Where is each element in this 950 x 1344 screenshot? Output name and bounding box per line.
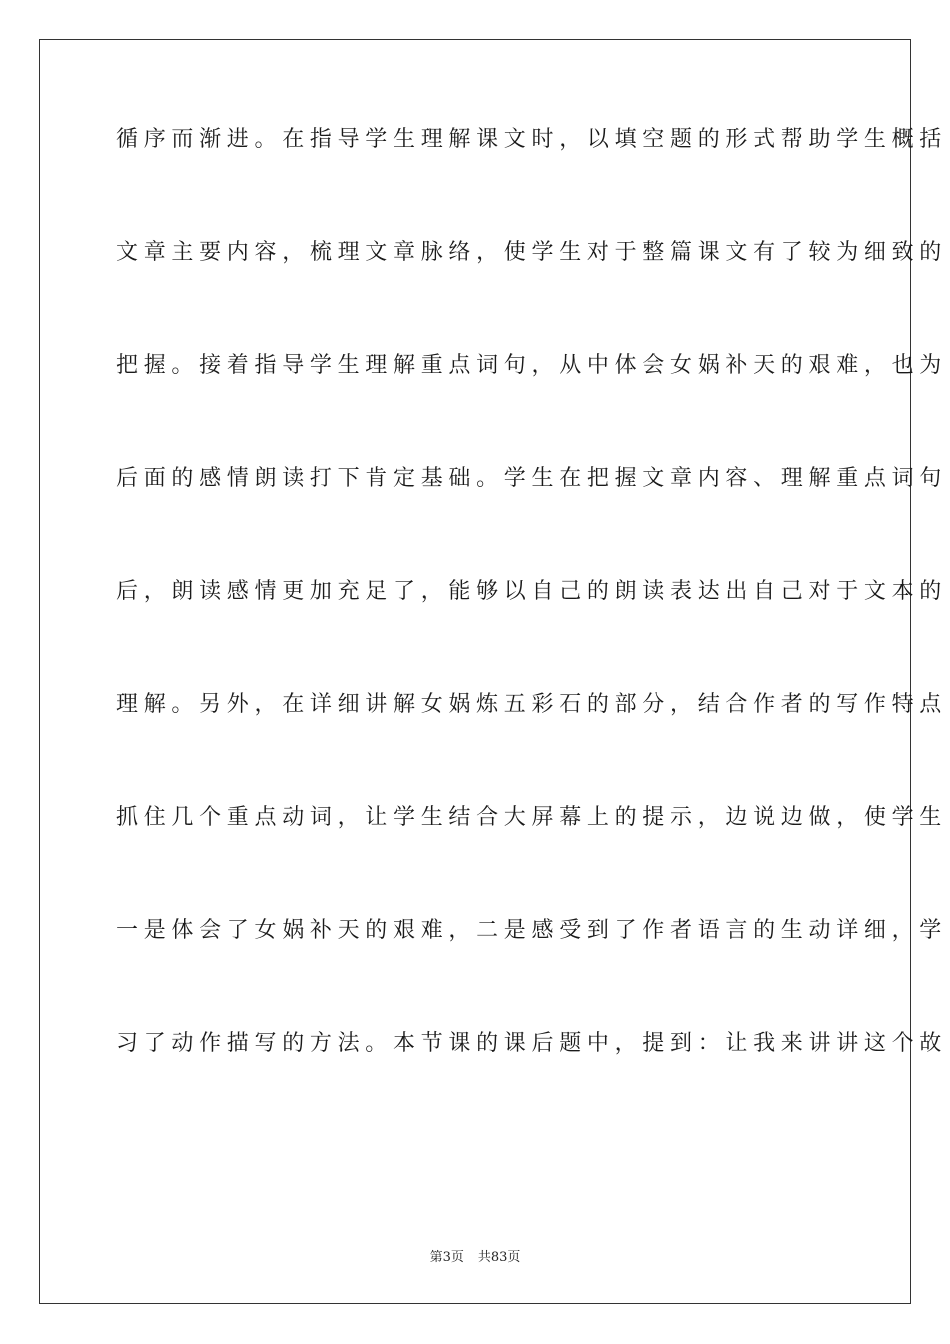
text-line: 一是体会了女娲补天的艰难，二是感受到了作者语言的生动详细，学 <box>116 918 948 943</box>
page-footer <box>0 1246 950 1265</box>
text-line: 后面的感情朗读打下肯定基础。学生在把握文章内容、理解重点词句 <box>116 466 948 491</box>
text-line: 文章主要内容，梳理文章脉络，使学生对于整篇课文有了较为细致的 <box>116 240 948 265</box>
page-number: 第3页 <box>429 1250 464 1265</box>
text-line: 抓住几个重点动词，让学生结合大屏幕上的提示，边说边做，使学生 <box>116 805 948 830</box>
text-line: 习了动作描写的方法。本节课的课后题中，提到：让我来讲讲这个故 <box>116 1031 948 1056</box>
page-total: 共83页 <box>477 1250 521 1265</box>
text-line: 后，朗读感情更加充足了，能够以自己的朗读表达出自己对于文本的 <box>116 579 948 604</box>
text-line: 循序而渐进。在指导学生理解课文时，以填空题的形式帮助学生概括 <box>116 127 948 152</box>
text-line: 理解。另外，在详细讲解女娲炼五彩石的部分，结合作者的写作特点 <box>116 692 948 717</box>
text-line: 把握。接着指导学生理解重点词句，从中体会女娲补天的艰难，也为 <box>116 353 948 378</box>
document-body <box>116 127 948 1145</box>
